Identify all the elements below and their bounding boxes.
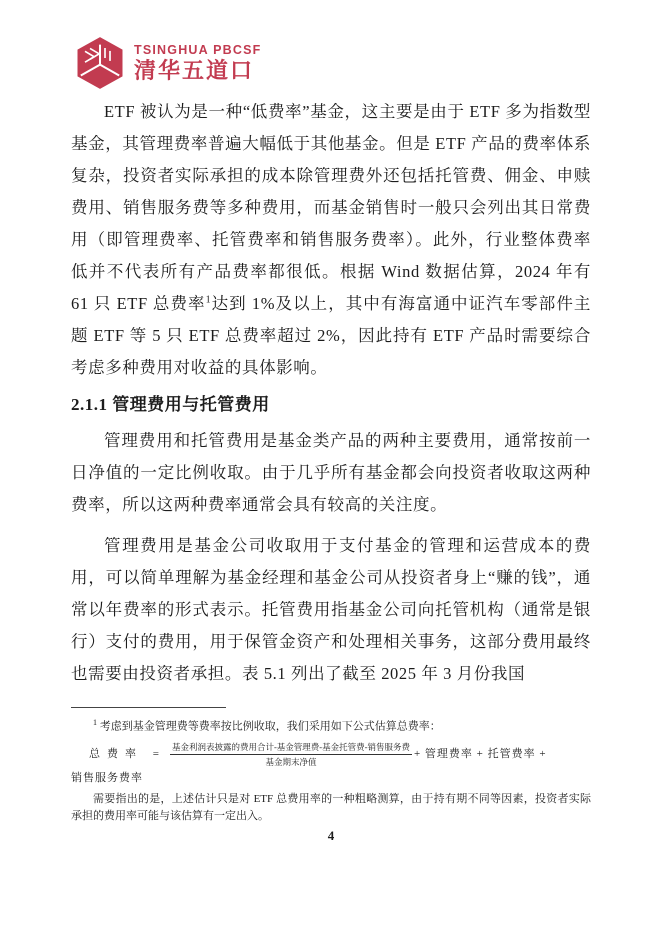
page-content xyxy=(71,0,591,825)
formula-denominator: 基金期末净值 xyxy=(265,756,317,767)
footnote-intro-text: 考虑到基金管理费等费率按比例收取，我们采用如下公式估算总费率： xyxy=(99,720,441,733)
paragraph-mgmt-custody-intro: 管理费用和托管费用是基金类产品的两种主要费用，通常按前一日净值的一定比例收取。由于几乎所有基金都会向投资者收取这两种费率，所以这两种费率通常会具有较高的关注度。 xyxy=(71,431,591,514)
footnote-reference-1: 1 xyxy=(205,294,212,306)
paragraph-etf-fees-seg2: 达到 1%及以上，其中有海富通中证汽车零部件主题 ETF 等 5 只 ETF 总费率超过 2%，因此持有 ETF 产品时需要综合考虑多种费用对收益的具体影响。 xyxy=(71,294,591,377)
formula-lhs: 总费率 = xyxy=(89,747,166,760)
formula-fraction xyxy=(170,741,412,768)
formula-numerator: 基金利润表披露的费用合计-基金管理费-基金托管费-销售服务费 xyxy=(170,741,412,755)
footnote-block xyxy=(71,707,591,825)
page-number: 4 xyxy=(327,828,335,843)
pbcsf-cube-icon xyxy=(75,36,125,90)
logo-name-cn: 清华五道口 xyxy=(134,58,255,84)
document-body xyxy=(71,96,591,690)
footnote-separator xyxy=(71,707,226,708)
footnote-caveat: 需要指出的是，上述估计只是对 ETF 总费用率的一种粗略测算，由于持有期不同等因素，投资者实际承担的费用率可能与该估算有一定出入。 xyxy=(71,792,591,822)
formula-tail: + 管理费率 + 托管费率 + xyxy=(413,747,547,760)
tsinghua-pbcsf-logo xyxy=(75,36,591,90)
paragraph-etf-fees xyxy=(71,96,591,384)
logo-text xyxy=(134,44,261,82)
paragraph-mgmt-custody-detail: 管理费用是基金公司收取用于支付基金的管理和运营成本的费用，可以简单理解为基金经理和基金公司从投资者身上“赚的钱”，通常以年费率的形式表示。托管费用指基金公司向托管机构（通常是银行）支付的费用，用于保管金资产和处理相关事务，这部分费用最终也需要由投资者承担。表 5.1 列出了截至 2025 年 3 月份我国 xyxy=(71,536,591,683)
paragraph-etf-fees-seg1: ETF 被认为是一种“低费率”基金，这主要是由于 ETF 多为指数型基金，其管理费率普遍大幅低于其他基金。但是 ETF 产品的费率体系复杂，投资者实际承担的成本除管理费外还包括托管费、佣金、申赎费用、销售服务费等多种费用，而基金销售时一般只会列出其日常费用（即管理费率、托管费率和销售服务费率）。此外，行业整体费率低并不代表所有产品费率都很低。根据 Wind 数据估算，2024 年有 61 只 ETF 总费率 xyxy=(71,102,591,313)
section-heading-2-1-1: 2.1.1 管理费用与托管费用 xyxy=(71,395,270,414)
footnote-marker-1: 1 xyxy=(93,718,97,727)
formula-tail-wrap: 销售服务费率 xyxy=(71,771,143,784)
logo-name-en: TSINGHUA PBCSF xyxy=(134,42,262,57)
total-fee-formula xyxy=(71,741,591,768)
footnote-intro xyxy=(71,714,591,736)
